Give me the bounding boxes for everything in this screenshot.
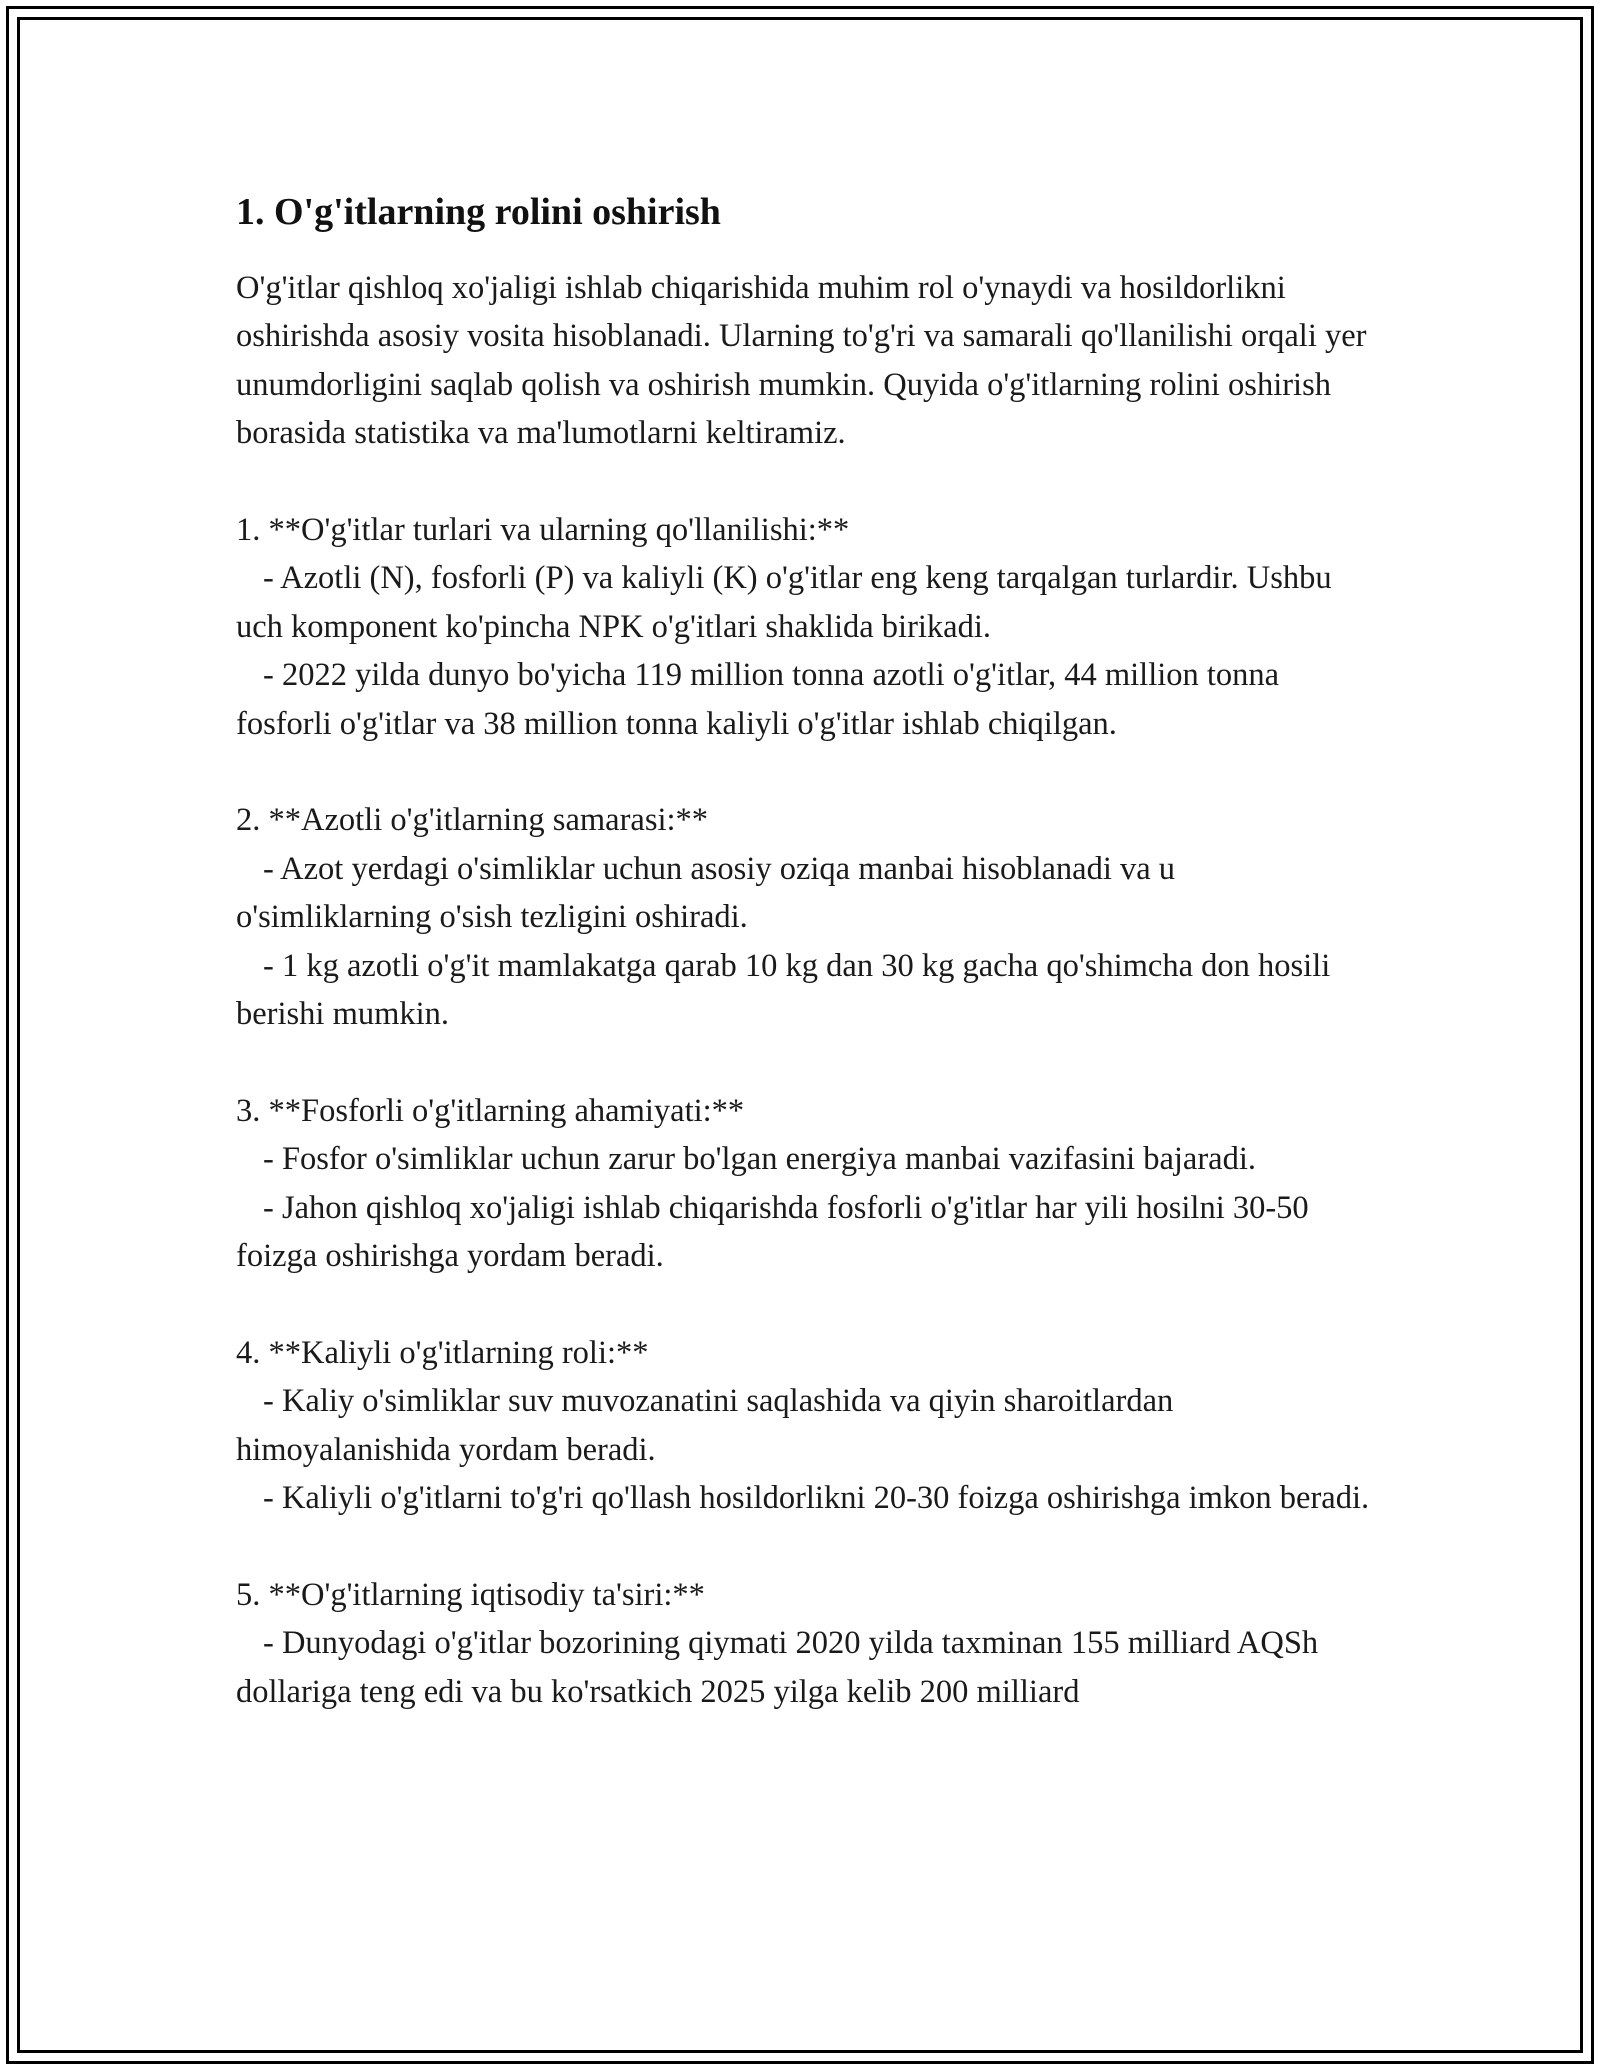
intro-paragraph: O'g'itlar qishloq xo'jaligi ishlab chiqarishida muhim rol o'ynaydi va hosildorlikni oshirishda asosiy vosita hisoblanadi. Ularning to'g'ri va samarali qo'llanilishi orqali yer unumdorligini saqlab qolish va oshirish mumkin. Quyida o'g'itlarning rolini oshirish borasida statistika va ma'lumotlarni keltiramiz. [236, 270, 1367, 452]
section-bullet: - 1 kg azotli o'g'it mamlakatga qarab 10 kg dan 30 kg gacha qo'shimcha don hosili berishi mumkin. [236, 947, 1331, 1033]
section-phosphorus-importance [236, 1087, 1376, 1281]
section-bullet: - 2022 yilda dunyo bo'yicha 119 million tonna azotli o'g'itlar, 44 million tonna fosforli o'g'itlar va 38 million tonna kaliyli o'g'itlar ishlab chiqilgan. [236, 657, 1280, 742]
section-bullet: - Jahon qishloq xo'jaligi ishlab chiqarishda fosforli o'g'itlar har yili hosilni 30-50 foizga oshirishga yordam beradi. [236, 1189, 1309, 1275]
section-potassium-role [236, 1329, 1376, 1523]
section-bullet: - Azot yerdagi o'simliklar uchun asosiy oziqa manbai hisoblanadi va u o'simliklarning o'sish tezligini oshiradi. [236, 850, 1176, 936]
section-heading: 3. **Fosforli o'g'itlarning ahamiyati:** [236, 1092, 745, 1129]
section-bullet: - Dunyodagi o'g'itlar bozorining qiymati 2020 yilda taxminan 155 milliard AQSh dollariga teng edi va bu ko'rsatkich 2025 yilga kelib 200 milliard [236, 1625, 1319, 1710]
section-heading: 5. **O'g'itlarning iqtisodiy ta'siri:** [236, 1576, 705, 1613]
section-heading: 2. **Azotli o'g'itlarning samarasi:** [236, 802, 709, 839]
document-title: 1. O'g'itlarning rolini oshirish [236, 191, 721, 233]
section-fertilizer-types [236, 506, 1376, 748]
section-economic-impact [236, 1571, 1376, 1716]
section-bullet: - Kaliy o'simliklar suv muvozanatini saqlashida va qiyin sharoitlardan himoyalanishida yordam beradi. [236, 1383, 1174, 1468]
section-bullet: - Kaliyli o'g'itlarni to'g'ri qo'llash hosildorlikni 20-30 foizga oshirishga imkon beradi. [263, 1480, 1370, 1517]
section-heading: 4. **Kaliyli o'g'itlarning roli:** [236, 1334, 649, 1371]
section-bullet: - Azotli (N), fosforli (P) va kaliyli (K) o'g'itlar eng keng tarqalgan turlardir. Ushbu uch komponent ko'pincha NPK o'g'itlari shaklida birikadi. [236, 560, 1332, 645]
document-body [236, 188, 1376, 1716]
section-heading: 1. **O'g'itlar turlari va ularning qo'llanilishi:** [236, 512, 850, 549]
section-bullet: - Fosfor o'simliklar uchun zarur bo'lgan energiya manbai vazifasini bajaradi. [263, 1141, 1257, 1178]
section-nitrogen-effect [236, 796, 1376, 1038]
